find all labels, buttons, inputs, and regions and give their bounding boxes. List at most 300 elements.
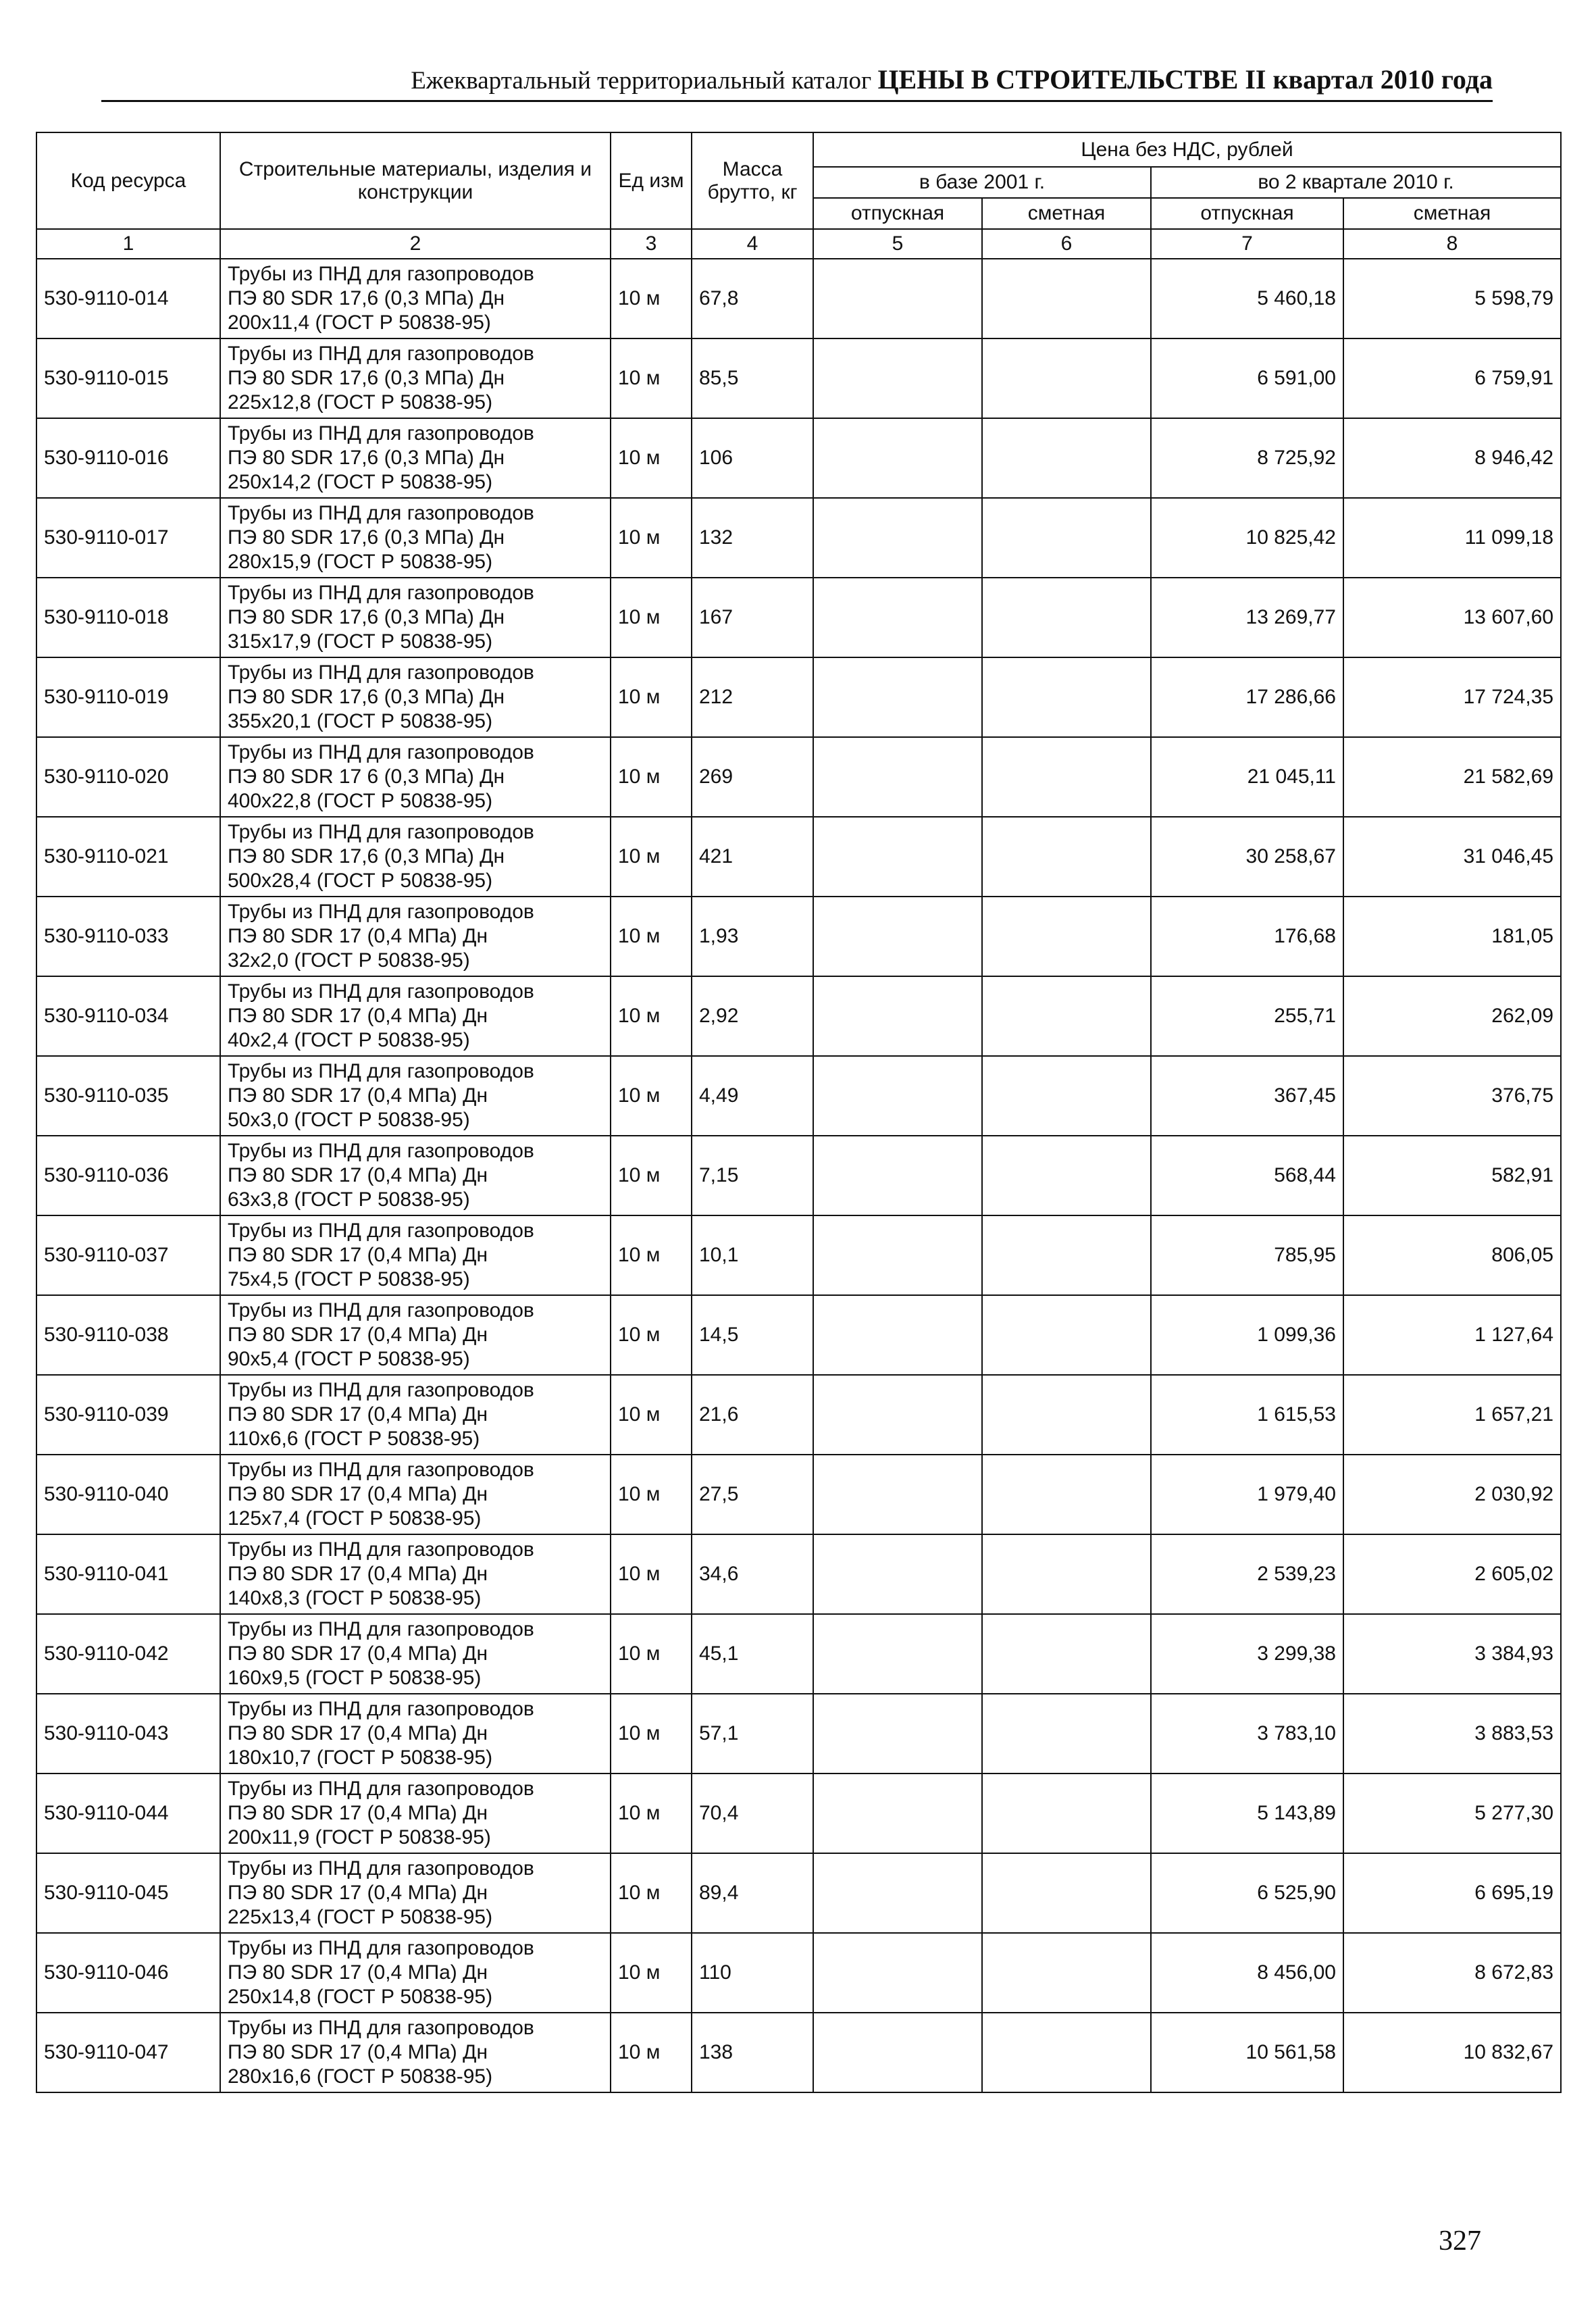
table-row bbox=[36, 1694, 1561, 1774]
material-name-line: 63x3,8 (ГОСТ Р 50838-95) bbox=[228, 1188, 470, 1211]
material-name-line: Трубы из ПНД для газопроводов bbox=[228, 1698, 534, 1720]
column-header-price-group: Цена без НДС, рублей bbox=[813, 132, 1561, 167]
material-name-cell bbox=[220, 817, 611, 897]
q2-estimate-price-cell: 2 605,02 bbox=[1343, 1534, 1561, 1614]
material-name-line: 32x2,0 (ГОСТ Р 50838-95) bbox=[228, 949, 470, 972]
material-name-line: ПЭ 80 SDR 17 (0,4 МПа) Дн bbox=[228, 925, 488, 947]
material-name-line: 140x8,3 (ГОСТ Р 50838-95) bbox=[228, 1587, 482, 1609]
material-name-line: ПЭ 80 SDR 17,6 (0,3 МПа) Дн bbox=[228, 606, 505, 628]
base-release-price-cell bbox=[813, 1215, 982, 1295]
q2-release-price-cell: 8 725,92 bbox=[1151, 418, 1343, 498]
base-estimate-price-cell bbox=[982, 737, 1151, 817]
base-estimate-price-cell bbox=[982, 817, 1151, 897]
material-name-cell bbox=[220, 1136, 611, 1215]
mass-cell: 34,6 bbox=[692, 1534, 813, 1614]
table-row bbox=[36, 1853, 1561, 1933]
q2-release-price-cell: 5 460,18 bbox=[1151, 259, 1343, 338]
mass-cell: 45,1 bbox=[692, 1614, 813, 1694]
q2-estimate-price-cell: 11 099,18 bbox=[1343, 498, 1561, 578]
material-name-line: ПЭ 80 SDR 17 (0,4 МПа) Дн bbox=[228, 1084, 488, 1107]
base-estimate-price-cell bbox=[982, 1375, 1151, 1455]
material-name-cell bbox=[220, 737, 611, 817]
q2-estimate-price-cell: 5 598,79 bbox=[1343, 259, 1561, 338]
material-name-line: Трубы из ПНД для газопроводов bbox=[228, 741, 534, 763]
mass-cell: 14,5 bbox=[692, 1295, 813, 1375]
catalog-title: ЦЕНЫ В СТРОИТЕЛЬСТВЕ bbox=[877, 64, 1239, 95]
resource-code-cell: 530-9110-020 bbox=[36, 737, 220, 817]
material-name-line: Трубы из ПНД для газопроводов bbox=[228, 1538, 534, 1561]
mass-cell: 85,5 bbox=[692, 338, 813, 418]
table-body bbox=[36, 259, 1561, 2092]
q2-release-price-cell: 13 269,77 bbox=[1151, 578, 1343, 657]
column-number: 8 bbox=[1343, 229, 1561, 259]
material-name-line: 90x5,4 (ГОСТ Р 50838-95) bbox=[228, 1348, 470, 1370]
mass-cell: 132 bbox=[692, 498, 813, 578]
material-name-line: ПЭ 80 SDR 17 (0,4 МПа) Дн bbox=[228, 2041, 488, 2063]
base-release-price-cell bbox=[813, 1614, 982, 1694]
base-release-price-cell bbox=[813, 578, 982, 657]
q2-estimate-price-cell: 376,75 bbox=[1343, 1056, 1561, 1136]
mass-cell: 89,4 bbox=[692, 1853, 813, 1933]
resource-code-cell: 530-9110-039 bbox=[36, 1375, 220, 1455]
unit-cell: 10 м bbox=[611, 1136, 692, 1215]
material-name-line: 225x12,8 (ГОСТ Р 50838-95) bbox=[228, 391, 493, 413]
table-row bbox=[36, 1534, 1561, 1614]
material-name-line: Трубы из ПНД для газопроводов bbox=[228, 661, 534, 684]
unit-cell: 10 м bbox=[611, 976, 692, 1056]
base-estimate-price-cell bbox=[982, 578, 1151, 657]
material-name-line: Трубы из ПНД для газопроводов bbox=[228, 422, 534, 445]
resource-code-cell: 530-9110-033 bbox=[36, 897, 220, 976]
q2-release-price-cell: 176,68 bbox=[1151, 897, 1343, 976]
material-name-line: Трубы из ПНД для газопроводов bbox=[228, 2017, 534, 2039]
material-name-line: Трубы из ПНД для газопроводов bbox=[228, 821, 534, 843]
table-row bbox=[36, 418, 1561, 498]
base-estimate-price-cell bbox=[982, 1295, 1151, 1375]
unit-cell: 10 м bbox=[611, 1295, 692, 1375]
material-name-line: Трубы из ПНД для газопроводов bbox=[228, 1857, 534, 1880]
mass-cell: 1,93 bbox=[692, 897, 813, 976]
material-name-cell bbox=[220, 1933, 611, 2013]
table-row bbox=[36, 1455, 1561, 1534]
q2-release-price-cell: 3 299,38 bbox=[1151, 1614, 1343, 1694]
mass-cell: 110 bbox=[692, 1933, 813, 2013]
unit-cell: 10 м bbox=[611, 1694, 692, 1774]
q2-estimate-price-cell: 582,91 bbox=[1343, 1136, 1561, 1215]
q2-release-price-cell: 10 561,58 bbox=[1151, 2013, 1343, 2092]
q2-estimate-price-cell: 13 607,60 bbox=[1343, 578, 1561, 657]
mass-cell: 67,8 bbox=[692, 259, 813, 338]
material-name-line: 315x17,9 (ГОСТ Р 50838-95) bbox=[228, 630, 493, 653]
column-number: 5 bbox=[813, 229, 982, 259]
resource-code-cell: 530-9110-034 bbox=[36, 976, 220, 1056]
column-header-base-estimate: сметная bbox=[982, 198, 1151, 229]
q2-estimate-price-cell: 6 759,91 bbox=[1343, 338, 1561, 418]
resource-code-cell: 530-9110-018 bbox=[36, 578, 220, 657]
base-release-price-cell bbox=[813, 1295, 982, 1375]
table-row bbox=[36, 259, 1561, 338]
q2-estimate-price-cell: 6 695,19 bbox=[1343, 1853, 1561, 1933]
unit-cell: 10 м bbox=[611, 498, 692, 578]
material-name-line: 250x14,2 (ГОСТ Р 50838-95) bbox=[228, 471, 493, 493]
header-prefix: Ежеквартальный территориальный каталог bbox=[411, 67, 878, 95]
resource-code-cell: 530-9110-017 bbox=[36, 498, 220, 578]
mass-cell: 106 bbox=[692, 418, 813, 498]
resource-code-cell: 530-9110-045 bbox=[36, 1853, 220, 1933]
column-header-q2-2010: во 2 квартале 2010 г. bbox=[1151, 167, 1561, 198]
unit-cell: 10 м bbox=[611, 1774, 692, 1853]
material-name-line: 400x22,8 (ГОСТ Р 50838-95) bbox=[228, 790, 493, 812]
base-release-price-cell bbox=[813, 1375, 982, 1455]
mass-cell: 70,4 bbox=[692, 1774, 813, 1853]
material-name-line: ПЭ 80 SDR 17 (0,4 МПа) Дн bbox=[228, 1244, 488, 1266]
material-name-line: ПЭ 80 SDR 17 (0,4 МПа) Дн bbox=[228, 1324, 488, 1346]
resource-code-cell: 530-9110-041 bbox=[36, 1534, 220, 1614]
column-number: 1 bbox=[36, 229, 220, 259]
q2-release-price-cell: 6 591,00 bbox=[1151, 338, 1343, 418]
resource-code-cell: 530-9110-035 bbox=[36, 1056, 220, 1136]
material-name-line: Трубы из ПНД для газопроводов bbox=[228, 1618, 534, 1640]
material-name-line: ПЭ 80 SDR 17 (0,4 МПа) Дн bbox=[228, 1961, 488, 1984]
table-row bbox=[36, 897, 1561, 976]
material-name-line: 355x20,1 (ГОСТ Р 50838-95) bbox=[228, 710, 493, 732]
column-number: 3 bbox=[611, 229, 692, 259]
material-name-line: ПЭ 80 SDR 17,6 (0,3 МПа) Дн bbox=[228, 845, 505, 867]
unit-cell: 10 м bbox=[611, 1215, 692, 1295]
q2-release-price-cell: 8 456,00 bbox=[1151, 1933, 1343, 2013]
material-name-cell bbox=[220, 498, 611, 578]
price-table bbox=[36, 132, 1562, 2093]
material-name-line: Трубы из ПНД для газопроводов bbox=[228, 263, 534, 285]
material-name-line: Трубы из ПНД для газопроводов bbox=[228, 1937, 534, 1959]
mass-cell: 2,92 bbox=[692, 976, 813, 1056]
unit-cell: 10 м bbox=[611, 1534, 692, 1614]
unit-cell: 10 м bbox=[611, 259, 692, 338]
column-header-unit: Ед изм bbox=[611, 132, 692, 229]
material-name-line: ПЭ 80 SDR 17 (0,4 МПа) Дн bbox=[228, 1802, 488, 1824]
q2-estimate-price-cell: 262,09 bbox=[1343, 976, 1561, 1056]
unit-cell: 10 м bbox=[611, 338, 692, 418]
column-number: 4 bbox=[692, 229, 813, 259]
material-name-line: ПЭ 80 SDR 17,6 (0,3 МПа) Дн bbox=[228, 447, 505, 469]
base-estimate-price-cell bbox=[982, 1694, 1151, 1774]
material-name-cell bbox=[220, 259, 611, 338]
material-name-line: Трубы из ПНД для газопроводов bbox=[228, 343, 534, 365]
resource-code-cell: 530-9110-014 bbox=[36, 259, 220, 338]
table-row bbox=[36, 338, 1561, 418]
material-name-line: 180x10,7 (ГОСТ Р 50838-95) bbox=[228, 1746, 493, 1769]
material-name-line: ПЭ 80 SDR 17 6 (0,3 МПа) Дн bbox=[228, 765, 505, 788]
unit-cell: 10 м bbox=[611, 897, 692, 976]
material-name-line: ПЭ 80 SDR 17,6 (0,3 МПа) Дн bbox=[228, 367, 505, 389]
material-name-line: ПЭ 80 SDR 17 (0,4 МПа) Дн bbox=[228, 1005, 488, 1027]
base-estimate-price-cell bbox=[982, 897, 1151, 976]
q2-release-price-cell: 568,44 bbox=[1151, 1136, 1343, 1215]
q2-estimate-price-cell: 806,05 bbox=[1343, 1215, 1561, 1295]
resource-code-cell: 530-9110-019 bbox=[36, 657, 220, 737]
material-name-cell bbox=[220, 897, 611, 976]
base-release-price-cell bbox=[813, 657, 982, 737]
base-estimate-price-cell bbox=[982, 1534, 1151, 1614]
resource-code-cell: 530-9110-021 bbox=[36, 817, 220, 897]
q2-release-price-cell: 785,95 bbox=[1151, 1215, 1343, 1295]
material-name-line: ПЭ 80 SDR 17 (0,4 МПа) Дн bbox=[228, 1722, 488, 1744]
material-name-cell bbox=[220, 1215, 611, 1295]
material-name-line: 125x7,4 (ГОСТ Р 50838-95) bbox=[228, 1507, 482, 1530]
material-name-line: 40x2,4 (ГОСТ Р 50838-95) bbox=[228, 1029, 470, 1051]
material-name-cell bbox=[220, 1295, 611, 1375]
q2-estimate-price-cell: 3 883,53 bbox=[1343, 1694, 1561, 1774]
mass-cell: 27,5 bbox=[692, 1455, 813, 1534]
base-release-price-cell bbox=[813, 1455, 982, 1534]
q2-release-price-cell: 17 286,66 bbox=[1151, 657, 1343, 737]
q2-estimate-price-cell: 8 946,42 bbox=[1343, 418, 1561, 498]
unit-cell: 10 м bbox=[611, 657, 692, 737]
table-row bbox=[36, 1215, 1561, 1295]
material-name-cell bbox=[220, 418, 611, 498]
q2-estimate-price-cell: 8 672,83 bbox=[1343, 1933, 1561, 2013]
unit-cell: 10 м bbox=[611, 737, 692, 817]
unit-cell: 10 м bbox=[611, 1853, 692, 1933]
resource-code-cell: 530-9110-016 bbox=[36, 418, 220, 498]
q2-estimate-price-cell: 21 582,69 bbox=[1343, 737, 1561, 817]
base-estimate-price-cell bbox=[982, 338, 1151, 418]
base-estimate-price-cell bbox=[982, 1136, 1151, 1215]
material-name-line: 280x16,6 (ГОСТ Р 50838-95) bbox=[228, 2065, 493, 2088]
base-estimate-price-cell bbox=[982, 976, 1151, 1056]
column-header-name: Строительные материалы, изделия и конструкции bbox=[220, 132, 611, 229]
q2-release-price-cell: 367,45 bbox=[1151, 1056, 1343, 1136]
unit-cell: 10 м bbox=[611, 1056, 692, 1136]
resource-code-cell: 530-9110-042 bbox=[36, 1614, 220, 1694]
material-name-line: Трубы из ПНД для газопроводов bbox=[228, 1379, 534, 1401]
column-number: 2 bbox=[220, 229, 611, 259]
material-name-cell bbox=[220, 1375, 611, 1455]
table-row bbox=[36, 1295, 1561, 1375]
mass-cell: 212 bbox=[692, 657, 813, 737]
mass-cell: 57,1 bbox=[692, 1694, 813, 1774]
material-name-line: Трубы из ПНД для газопроводов bbox=[228, 1459, 534, 1481]
base-release-price-cell bbox=[813, 1534, 982, 1614]
unit-cell: 10 м bbox=[611, 1933, 692, 2013]
q2-release-price-cell: 30 258,67 bbox=[1151, 817, 1343, 897]
table-row bbox=[36, 2013, 1561, 2092]
base-release-price-cell bbox=[813, 897, 982, 976]
material-name-line: 250x14,8 (ГОСТ Р 50838-95) bbox=[228, 1986, 493, 2008]
resource-code-cell: 530-9110-036 bbox=[36, 1136, 220, 1215]
column-number-row bbox=[36, 229, 1561, 259]
mass-cell: 10,1 bbox=[692, 1215, 813, 1295]
material-name-cell bbox=[220, 1853, 611, 1933]
mass-cell: 167 bbox=[692, 578, 813, 657]
material-name-line: Трубы из ПНД для газопроводов bbox=[228, 1778, 534, 1800]
table-row bbox=[36, 657, 1561, 737]
base-release-price-cell bbox=[813, 737, 982, 817]
material-name-cell bbox=[220, 657, 611, 737]
resource-code-cell: 530-9110-044 bbox=[36, 1774, 220, 1853]
column-header-code: Код ресурса bbox=[36, 132, 220, 229]
column-header-q2-estimate: сметная bbox=[1343, 198, 1561, 229]
q2-release-price-cell: 2 539,23 bbox=[1151, 1534, 1343, 1614]
material-name-cell bbox=[220, 1056, 611, 1136]
mass-cell: 269 bbox=[692, 737, 813, 817]
resource-code-cell: 530-9110-037 bbox=[36, 1215, 220, 1295]
material-name-line: 50x3,0 (ГОСТ Р 50838-95) bbox=[228, 1109, 470, 1131]
material-name-line: Трубы из ПНД для газопроводов bbox=[228, 1219, 534, 1242]
table-row bbox=[36, 976, 1561, 1056]
resource-code-cell: 530-9110-047 bbox=[36, 2013, 220, 2092]
material-name-line: Трубы из ПНД для газопроводов bbox=[228, 1140, 534, 1162]
base-release-price-cell bbox=[813, 2013, 982, 2092]
resource-code-cell: 530-9110-043 bbox=[36, 1694, 220, 1774]
material-name-line: 200x11,9 (ГОСТ Р 50838-95) bbox=[228, 1826, 491, 1848]
base-estimate-price-cell bbox=[982, 418, 1151, 498]
material-name-cell bbox=[220, 1614, 611, 1694]
table-row bbox=[36, 737, 1561, 817]
unit-cell: 10 м bbox=[611, 817, 692, 897]
resource-code-cell: 530-9110-015 bbox=[36, 338, 220, 418]
table-row bbox=[36, 1933, 1561, 2013]
unit-cell: 10 м bbox=[611, 2013, 692, 2092]
base-release-price-cell bbox=[813, 976, 982, 1056]
table-row bbox=[36, 1375, 1561, 1455]
base-estimate-price-cell bbox=[982, 657, 1151, 737]
q2-release-price-cell: 10 825,42 bbox=[1151, 498, 1343, 578]
base-release-price-cell bbox=[813, 259, 982, 338]
q2-release-price-cell: 21 045,11 bbox=[1151, 737, 1343, 817]
material-name-line: 200x11,4 (ГОСТ Р 50838-95) bbox=[228, 311, 491, 334]
unit-cell: 10 м bbox=[611, 418, 692, 498]
material-name-line: 110x6,6 (ГОСТ Р 50838-95) bbox=[228, 1428, 480, 1450]
q2-release-price-cell: 5 143,89 bbox=[1151, 1774, 1343, 1853]
column-number: 7 bbox=[1151, 229, 1343, 259]
mass-cell: 138 bbox=[692, 2013, 813, 2092]
base-estimate-price-cell bbox=[982, 2013, 1151, 2092]
base-estimate-price-cell bbox=[982, 1614, 1151, 1694]
table-row bbox=[36, 498, 1561, 578]
base-release-price-cell bbox=[813, 1853, 982, 1933]
base-estimate-price-cell bbox=[982, 498, 1151, 578]
page-number: 327 bbox=[1439, 2225, 1481, 2257]
base-release-price-cell bbox=[813, 1056, 982, 1136]
q2-release-price-cell: 1 615,53 bbox=[1151, 1375, 1343, 1455]
q2-estimate-price-cell: 181,05 bbox=[1343, 897, 1561, 976]
material-name-line: ПЭ 80 SDR 17,6 (0,3 МПа) Дн bbox=[228, 526, 505, 549]
base-estimate-price-cell bbox=[982, 259, 1151, 338]
material-name-line: ПЭ 80 SDR 17 (0,4 МПа) Дн bbox=[228, 1882, 488, 1904]
table-row bbox=[36, 578, 1561, 657]
material-name-cell bbox=[220, 578, 611, 657]
base-release-price-cell bbox=[813, 1774, 982, 1853]
mass-cell: 7,15 bbox=[692, 1136, 813, 1215]
material-name-line: ПЭ 80 SDR 17 (0,4 МПа) Дн bbox=[228, 1403, 488, 1426]
column-header-q2-release: отпускная bbox=[1151, 198, 1343, 229]
material-name-line: 160x9,5 (ГОСТ Р 50838-95) bbox=[228, 1667, 482, 1689]
material-name-line: Трубы из ПНД для газопроводов bbox=[228, 582, 534, 604]
column-header-mass: Масса брутто, кг bbox=[692, 132, 813, 229]
unit-cell: 10 м bbox=[611, 1375, 692, 1455]
material-name-line: ПЭ 80 SDR 17 (0,4 МПа) Дн bbox=[228, 1563, 488, 1585]
material-name-line: Трубы из ПНД для газопроводов bbox=[228, 1060, 534, 1082]
table-row bbox=[36, 1774, 1561, 1853]
column-number: 6 bbox=[982, 229, 1151, 259]
mass-cell: 21,6 bbox=[692, 1375, 813, 1455]
q2-release-price-cell: 1 099,36 bbox=[1151, 1295, 1343, 1375]
table-row bbox=[36, 1056, 1561, 1136]
material-name-line: Трубы из ПНД для газопроводов bbox=[228, 502, 534, 524]
unit-cell: 10 м bbox=[611, 578, 692, 657]
q2-release-price-cell: 1 979,40 bbox=[1151, 1455, 1343, 1534]
q2-estimate-price-cell: 5 277,30 bbox=[1343, 1774, 1561, 1853]
material-name-line: Трубы из ПНД для газопроводов bbox=[228, 901, 534, 923]
material-name-line: Трубы из ПНД для газопроводов bbox=[228, 980, 534, 1003]
material-name-line: ПЭ 80 SDR 17 (0,4 МПа) Дн bbox=[228, 1483, 488, 1505]
resource-code-cell: 530-9110-038 bbox=[36, 1295, 220, 1375]
base-estimate-price-cell bbox=[982, 1933, 1151, 2013]
column-header-base-release: отпускная bbox=[813, 198, 982, 229]
catalog-period: II квартал 2010 года bbox=[1238, 64, 1493, 95]
table-row bbox=[36, 1136, 1561, 1215]
base-release-price-cell bbox=[813, 817, 982, 897]
q2-estimate-price-cell: 17 724,35 bbox=[1343, 657, 1561, 737]
material-name-line: ПЭ 80 SDR 17,6 (0,3 МПа) Дн bbox=[228, 686, 505, 708]
q2-release-price-cell: 255,71 bbox=[1151, 976, 1343, 1056]
q2-estimate-price-cell: 2 030,92 bbox=[1343, 1455, 1561, 1534]
material-name-cell bbox=[220, 1694, 611, 1774]
material-name-cell bbox=[220, 976, 611, 1056]
q2-estimate-price-cell: 31 046,45 bbox=[1343, 817, 1561, 897]
base-estimate-price-cell bbox=[982, 1056, 1151, 1136]
material-name-line: 500x28,4 (ГОСТ Р 50838-95) bbox=[228, 870, 493, 892]
mass-cell: 421 bbox=[692, 817, 813, 897]
base-release-price-cell bbox=[813, 1694, 982, 1774]
base-release-price-cell bbox=[813, 1933, 982, 2013]
material-name-line: 225x13,4 (ГОСТ Р 50838-95) bbox=[228, 1906, 493, 1928]
resource-code-cell: 530-9110-046 bbox=[36, 1933, 220, 2013]
material-name-line: ПЭ 80 SDR 17,6 (0,3 МПа) Дн bbox=[228, 287, 505, 309]
material-name-line: 280x15,9 (ГОСТ Р 50838-95) bbox=[228, 551, 493, 573]
unit-cell: 10 м bbox=[611, 1455, 692, 1534]
table-row bbox=[36, 1614, 1561, 1694]
base-release-price-cell bbox=[813, 418, 982, 498]
resource-code-cell: 530-9110-040 bbox=[36, 1455, 220, 1534]
base-estimate-price-cell bbox=[982, 1853, 1151, 1933]
material-name-line: 75x4,5 (ГОСТ Р 50838-95) bbox=[228, 1268, 470, 1290]
material-name-line: ПЭ 80 SDR 17 (0,4 МПа) Дн bbox=[228, 1642, 488, 1665]
material-name-cell bbox=[220, 1455, 611, 1534]
base-estimate-price-cell bbox=[982, 1774, 1151, 1853]
material-name-cell bbox=[220, 2013, 611, 2092]
q2-release-price-cell: 3 783,10 bbox=[1151, 1694, 1343, 1774]
q2-estimate-price-cell: 1 657,21 bbox=[1343, 1375, 1561, 1455]
base-release-price-cell bbox=[813, 1136, 982, 1215]
unit-cell: 10 м bbox=[611, 1614, 692, 1694]
material-name-cell bbox=[220, 1534, 611, 1614]
material-name-line: Трубы из ПНД для газопроводов bbox=[228, 1299, 534, 1322]
material-name-cell bbox=[220, 1774, 611, 1853]
page-header bbox=[101, 65, 1493, 102]
material-name-cell bbox=[220, 338, 611, 418]
column-header-base-2001: в базе 2001 г. bbox=[813, 167, 1151, 198]
base-release-price-cell bbox=[813, 498, 982, 578]
material-name-line: ПЭ 80 SDR 17 (0,4 МПа) Дн bbox=[228, 1164, 488, 1186]
table-row bbox=[36, 817, 1561, 897]
mass-cell: 4,49 bbox=[692, 1056, 813, 1136]
q2-release-price-cell: 6 525,90 bbox=[1151, 1853, 1343, 1933]
q2-estimate-price-cell: 1 127,64 bbox=[1343, 1295, 1561, 1375]
q2-estimate-price-cell: 3 384,93 bbox=[1343, 1614, 1561, 1694]
q2-estimate-price-cell: 10 832,67 bbox=[1343, 2013, 1561, 2092]
